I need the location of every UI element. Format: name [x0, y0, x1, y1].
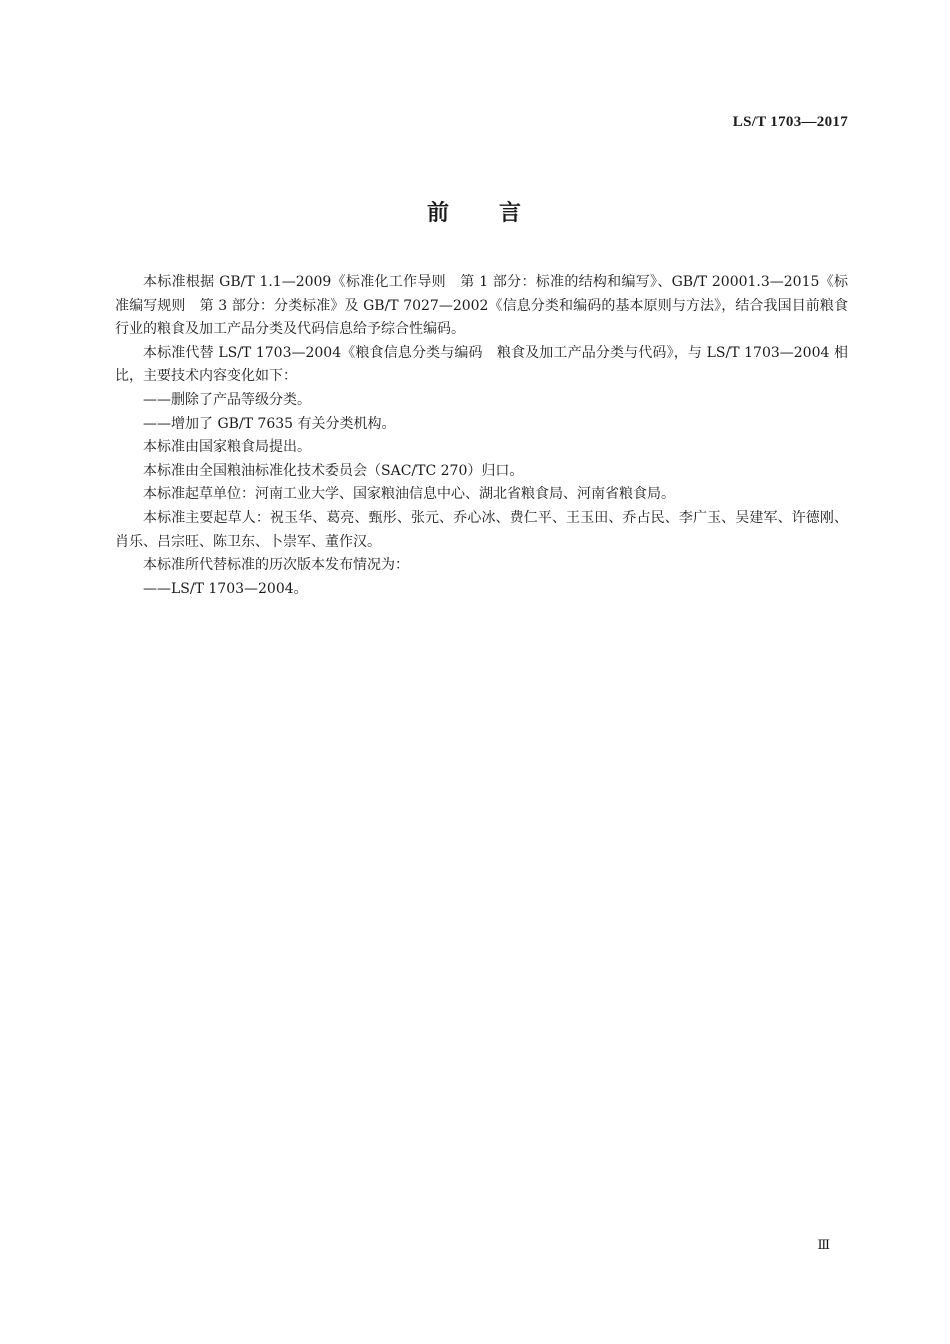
title-char-2: 言	[499, 201, 524, 226]
paragraph-replaces: 本标准代替 LS/T 1703—2004《粮食信息分类与编码 粮食及加工产品分类与代码》，与 LS/T 1703—2004 相比，主要技术内容变化如下：	[115, 344, 848, 385]
title-char-1: 前	[426, 201, 451, 226]
paragraph-history-intro: 本标准所代替标准的历次版本发布情况为：	[143, 557, 409, 574]
paragraph-drafting-units: 本标准起草单位：河南工业大学、国家粮油信息中心、湖北省粮食局、河南省粮食局。	[143, 486, 675, 503]
paragraph-centralized: 本标准由全国粮油标准化技术委员会（SAC/TC 270）归口。	[143, 462, 524, 479]
paragraph-drafters: 本标准主要起草人：祝玉华、葛亮、甄彤、张元、乔心冰、费仁平、王玉田、乔占民、李广玉、吴建军、许德刚、肖乐、吕宗旺、陈卫东、卜崇军、董作汉。	[115, 509, 848, 550]
foreword-body	[115, 271, 848, 601]
paragraph-basis: 本标准根据 GB/T 1.1—2009《标准化工作导则 第 1 部分：标准的结构和编写》、GB/T 20001.3—2015《标准编写规则 第 3 部分：分类标准》及 GB/T 7027—2002《信息分类和编码的基本原则与方法》，结合我国目前粮食行业的粮食及加工产品分类及代码信息给予综合性编码。	[115, 274, 848, 338]
standard-code: LS/T 1703—2017	[732, 114, 848, 130]
change-item: ——增加了 GB/T 7635 有关分类机构。	[143, 415, 396, 432]
history-item: ——LS/T 1703—2004。	[143, 580, 308, 597]
change-item: ——删除了产品等级分类。	[143, 391, 311, 408]
paragraph-proposer: 本标准由国家粮食局提出。	[143, 439, 311, 456]
page-number: Ⅲ	[817, 1237, 830, 1252]
page-title	[0, 196, 950, 227]
